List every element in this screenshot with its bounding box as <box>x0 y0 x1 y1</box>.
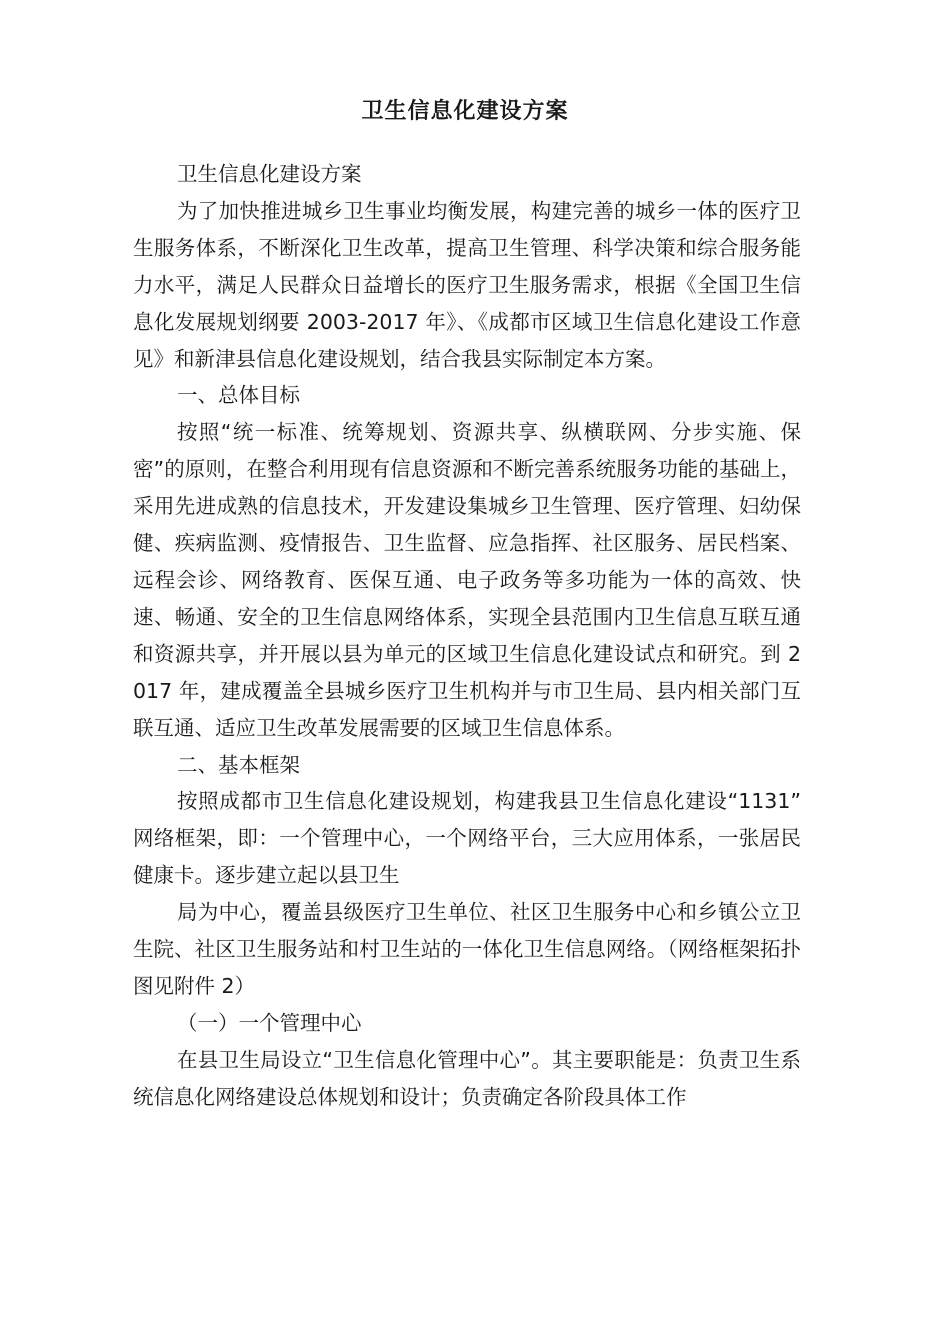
section-heading-basic-framework: 二、基本框架 <box>177 752 300 777</box>
section-heading-overall-goal: 一、总体目标 <box>177 383 300 408</box>
framework-paragraph: 按照成都市卫生信息化建设规划，构建我县卫生信息化建设“1131” 网络框架，即：一个管理中心，一个网络平台，三大应用体系，一张居民健康卡。逐步建立起以县卫生 <box>133 789 801 888</box>
subtitle-paragraph: 卫生信息化建设方案 <box>177 162 362 186</box>
management-center-paragraph: 在县卫生局设立“卫生信息化管理中心”。其主要职能是：负责卫生系统信息化网络建设总体规划和设计；负责确定各阶段具体工作 <box>133 1047 801 1109</box>
overall-goal-paragraph: 按照“统一标准、统筹规划、资源共享、纵横联网、分步实施、保密”的原则，在整合利用现有信息资源和不断完善系统服务功能的基础上，采用先进成熟的信息技术，开发建设集城乡卫生管理、医疗管理、妇幼保健、疾病监测、疫情报告、卫生监督、应急指挥、社区服务、居民档案、远程会诊、网络教育、医保互通、电子政务等多功能为一体的高效、快速、畅通、安全的卫生信息网络体系，实现全县范围内卫生信息互联互通和资源共享，并开展以县为单元的区域卫生信息化建设试点和研究。到 2017 年，建成覆盖全县城乡医疗卫生机构并与市卫生局、县内相关部门互联互通、适应卫生改革发展需要的区域卫生信息体系。 <box>133 420 801 740</box>
document-body <box>133 156 801 1116</box>
document-title: 卫生信息化建设方案 <box>361 99 569 124</box>
framework-paragraph-continued: 局为中心，覆盖县级医疗卫生单位、社区卫生服务中心和乡镇公立卫生院、社区卫生服务站和村卫生站的一体化卫生信息网络。（网络框架拓扑图见附件 2） <box>133 900 801 998</box>
intro-paragraph: 为了加快推进城乡卫生事业均衡发展，构建完善的城乡一体的医疗卫生服务体系，不断深化卫生改革，提高卫生管理、科学决策和综合服务能力水平，满足人民群众日益增长的医疗卫生服务需求，根据《全国卫生信息化发展规划纲要 2003-2017 年》、《成都市区域卫生信息化建设工作意见》和新津县信息化建设规划，结合我县实际制定本方案。 <box>133 198 801 371</box>
subsection-heading-management-center: （一）一个管理中心 <box>177 1010 362 1035</box>
